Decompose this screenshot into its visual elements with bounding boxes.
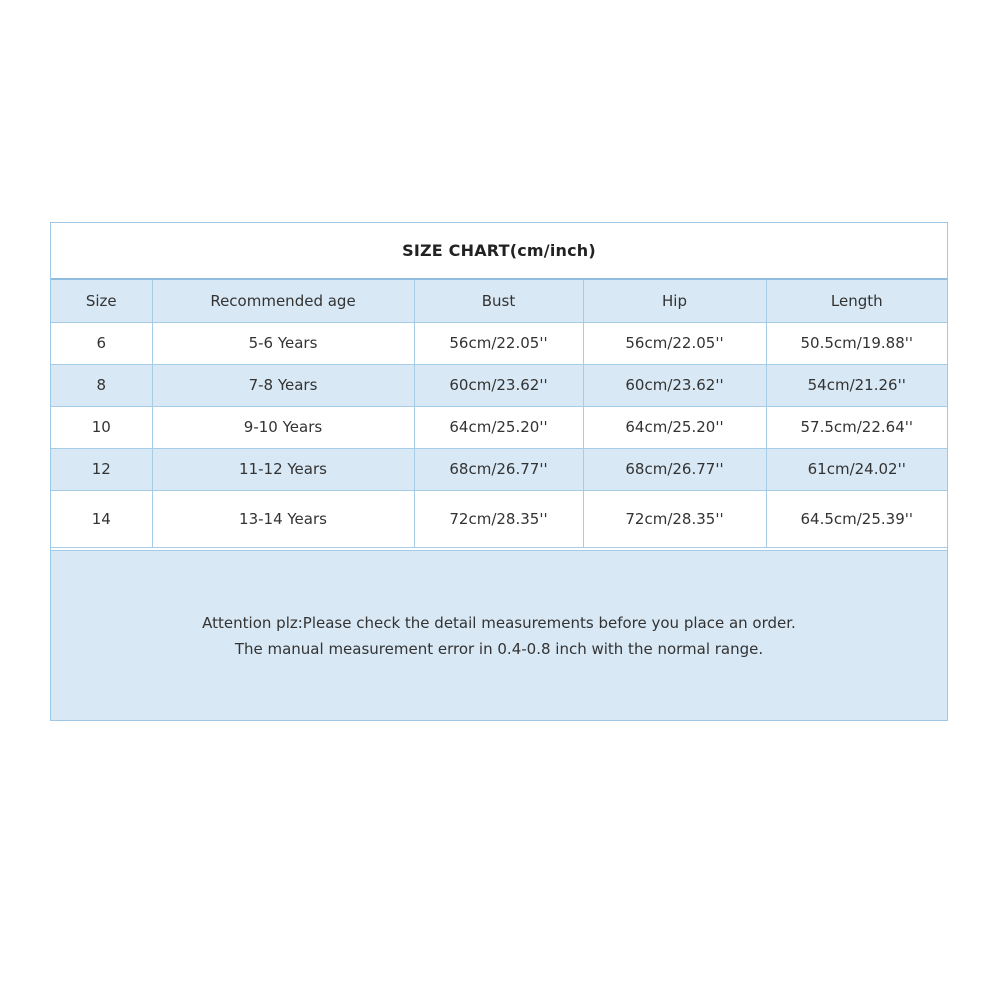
attention-note-line-1: Attention plz:Please check the detail measurements before you place an order.: [202, 613, 796, 632]
table-row: [51, 490, 947, 547]
cell-size: 12: [51, 448, 152, 490]
cell-bust: 72cm/28.35'': [414, 490, 583, 547]
size-table: [51, 280, 947, 548]
cell-hip: 56cm/22.05'': [583, 322, 766, 364]
table-row: [51, 448, 947, 490]
cell-size: 14: [51, 490, 152, 547]
header-size: Size: [51, 280, 152, 322]
cell-age: 9-10 Years: [152, 406, 414, 448]
cell-size: 8: [51, 364, 152, 406]
cell-bust: 56cm/22.05'': [414, 322, 583, 364]
attention-note: [51, 550, 947, 720]
cell-age: 5-6 Years: [152, 322, 414, 364]
table-header-row: [51, 280, 947, 322]
cell-age: 11-12 Years: [152, 448, 414, 490]
table-row: [51, 364, 947, 406]
header-length: Length: [766, 280, 947, 322]
header-bust: Bust: [414, 280, 583, 322]
size-chart-title: SIZE CHART(cm/inch): [51, 223, 947, 280]
cell-size: 6: [51, 322, 152, 364]
attention-note-line-2: The manual measurement error in 0.4-0.8 inch with the normal range.: [234, 639, 764, 658]
cell-age: 13-14 Years: [152, 490, 414, 547]
cell-hip: 72cm/28.35'': [583, 490, 766, 547]
cell-hip: 60cm/23.62'': [583, 364, 766, 406]
cell-length: 64.5cm/25.39'': [766, 490, 947, 547]
cell-length: 61cm/24.02'': [766, 448, 947, 490]
table-row: [51, 406, 947, 448]
header-recommended-age: Recommended age: [152, 280, 414, 322]
cell-bust: 64cm/25.20'': [414, 406, 583, 448]
cell-age: 7-8 Years: [152, 364, 414, 406]
size-chart: [50, 222, 948, 721]
cell-hip: 68cm/26.77'': [583, 448, 766, 490]
header-hip: Hip: [583, 280, 766, 322]
cell-length: 50.5cm/19.88'': [766, 322, 947, 364]
cell-size: 10: [51, 406, 152, 448]
cell-bust: 68cm/26.77'': [414, 448, 583, 490]
cell-bust: 60cm/23.62'': [414, 364, 583, 406]
cell-hip: 64cm/25.20'': [583, 406, 766, 448]
cell-length: 54cm/21.26'': [766, 364, 947, 406]
cell-length: 57.5cm/22.64'': [766, 406, 947, 448]
table-row: [51, 322, 947, 364]
